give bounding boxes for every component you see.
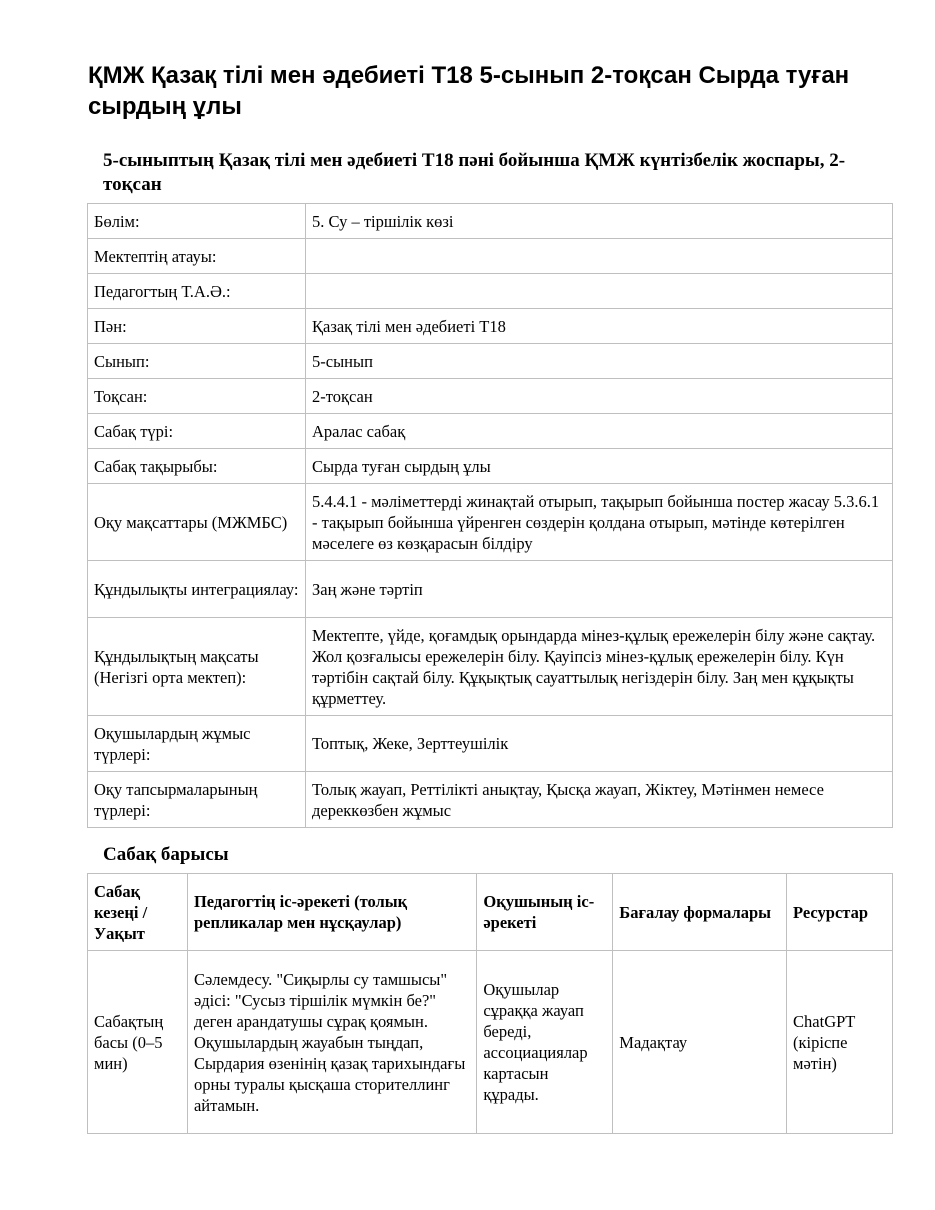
- info-label: Құндылықты интеграциялау:: [88, 561, 306, 618]
- table-row: [88, 204, 893, 239]
- cell-teacher-activity: Сәлемдесу. "Сиқырлы су тамшысы" әдісі: "Сусыз тіршілік мүмкін бе?" деген арандатушы сұрақ қоямын. Оқушылардың жауабын тыңдап, Сырдария өзенінің қазақ тарихындағы орны туралы қысқаша сторителлинг айтамын.: [187, 951, 476, 1134]
- table-row: [88, 239, 893, 274]
- table-row: [88, 484, 893, 561]
- info-label: Оқу мақсаттары (МЖМБС): [88, 484, 306, 561]
- info-value: Заң және тәртіп: [306, 561, 893, 618]
- document-title: ҚМЖ Қазақ тілі мен әдебиеті Т18 5-сынып 2-тоқсан Сырда туған сырдың ұлы: [88, 62, 850, 120]
- column-header-student: Оқушының іс-әрекеті: [477, 874, 613, 951]
- cell-student-activity: Оқушылар сұраққа жауап береді, ассоциациялар картасын құрады.: [477, 951, 613, 1134]
- info-label: Сабақ түрі:: [88, 414, 306, 449]
- table-row: [88, 951, 893, 1134]
- info-value: 5. Су – тіршілік көзі: [306, 204, 893, 239]
- table-header-row: [88, 874, 893, 951]
- info-label: Сынып:: [88, 344, 306, 379]
- info-value: 5.4.4.1 - мәліметтерді жинақтай отырып, тақырып бойынша постер жасау 5.3.6.1 - тақырып бойынша үйренген сөздерін қолдана отырып, мәтінде көтерілген мәселеге өз көзқарасын білдіру: [306, 484, 893, 561]
- info-value: 2-тоқсан: [306, 379, 893, 414]
- table-row: [88, 772, 893, 828]
- cell-assessment: Мадақтау: [613, 951, 787, 1134]
- info-value: [306, 239, 893, 274]
- lesson-section-heading: Сабақ барысы: [103, 844, 229, 865]
- info-label: Педагогтың Т.А.Ә.:: [88, 274, 306, 309]
- cell-stage: Сабақтың басы (0–5 мин): [88, 951, 188, 1134]
- info-label: Тоқсан:: [88, 379, 306, 414]
- info-label: Құндылықтың мақсаты (Негізгі орта мектеп):: [88, 618, 306, 716]
- column-header-teacher: Педагогтің іс-әрекеті (толық репликалар мен нұсқаулар): [187, 874, 476, 951]
- info-value: Толық жауап, Реттілікті анықтау, Қысқа жауап, Жіктеу, Мәтінмен немесе дереккөзбен жұмыс: [306, 772, 893, 828]
- table-row: [88, 309, 893, 344]
- table-row: [88, 274, 893, 309]
- cell-resources: ChatGPT (кіріспе мәтін): [787, 951, 893, 1134]
- info-value: Сырда туған сырдың ұлы: [306, 449, 893, 484]
- info-label: Оқушылардың жұмыс түрлері:: [88, 716, 306, 772]
- info-label: Сабақ тақырыбы:: [88, 449, 306, 484]
- info-label: Бөлім:: [88, 204, 306, 239]
- info-value: Қазақ тілі мен әдебиеті Т18: [306, 309, 893, 344]
- table-row: [88, 561, 893, 618]
- info-label: Мектептің атауы:: [88, 239, 306, 274]
- info-value: 5-сынып: [306, 344, 893, 379]
- table-row: [88, 449, 893, 484]
- info-value: Аралас сабақ: [306, 414, 893, 449]
- info-value: Топтық, Жеке, Зерттеушілік: [306, 716, 893, 772]
- column-header-stage: Сабақ кезеңі / Уақыт: [88, 874, 188, 951]
- column-header-assessment: Бағалау формалары: [613, 874, 787, 951]
- lesson-info-table: [87, 203, 893, 828]
- info-value: [306, 274, 893, 309]
- table-row: [88, 716, 893, 772]
- info-label: Оқу тапсырмаларының түрлері:: [88, 772, 306, 828]
- table-row: [88, 414, 893, 449]
- info-label: Пән:: [88, 309, 306, 344]
- table-row: [88, 618, 893, 716]
- info-value: Мектепте, үйде, қоғамдық орындарда мінез-құлық ережелерін білу және сақтау. Жол қозғалысы ережелерін білу. Қауіпсіз мінез-құлық ережелерін білу. Күн тәртібін сақтай білу. Құқықтық сауаттылық негіздерін білу. Заң мен құқықты құрметтеу.: [306, 618, 893, 716]
- lesson-flow-table: [87, 873, 893, 1134]
- table-row: [88, 379, 893, 414]
- table-row: [88, 344, 893, 379]
- column-header-resources: Ресурстар: [787, 874, 893, 951]
- info-section-heading: 5-сыныптың Қазақ тілі мен әдебиеті Т18 пәні бойынша ҚМЖ күнтізбелік жоспары, 2-тоқсан: [103, 150, 846, 195]
